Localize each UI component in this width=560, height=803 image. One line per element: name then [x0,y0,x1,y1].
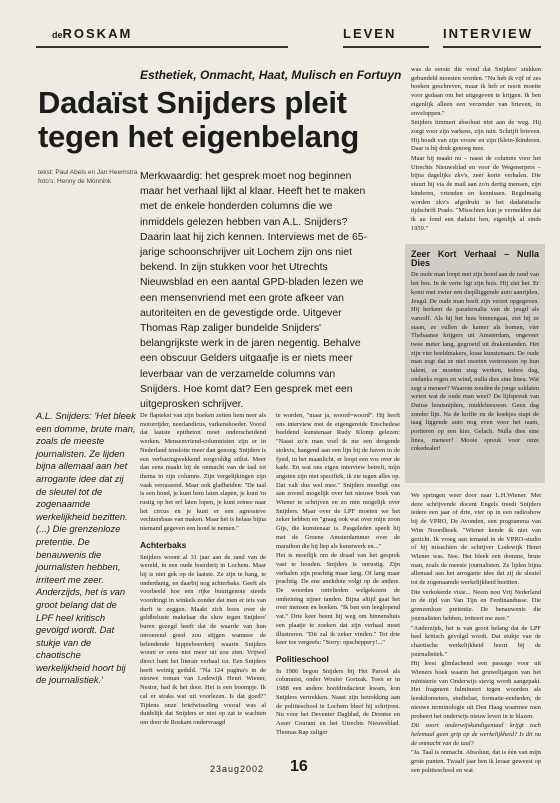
paragraph-italic-question: Dit soort onderwijskundigentaal krijgt toch helemaal geen grip op de werkelijkheid? Is dit nu de onmacht van de taal? [411,722,541,747]
body-column-1 [140,412,266,729]
masthead-brand [52,26,252,41]
paragraph: Het is moeilijk om de draad van het gesprek vast te houden. Snijders is onrustig. Zijn verhalen zijn prachtig maar lang. Of lang maar prachtig. De ene anekdote volgt op de andere. De woorden ontvlieden welgekozen de omheining zijner tanden. Bijna altijd gaat het over mensen en boeken. "Ik ben een leeglopend vat." Drie keer beent hij weg om binnenshuis een plaatje te zoeken dat zijn verhaal moet illustreren. "Dit zal ik zeker vinden." Tot drie keer toe vergeefs: "Sorry: opscheppery!..." [276,552,400,647]
paragraph: Snijders woont al 31 jaar aan de rand van de wereld, in een oude boerderij in Lochem. Maar hij is niet gek op de laatste. Ze zijn te bang, te onderdanig, en daarbij nog achterbaks. Geeft als voorbeeld hoe een rijke buurtgenote steeds voordringt in winkels zonder dat men er iets van durft te zeggen. Maakt zich boos over de geldbeluste makelaar die sluw tegen Snijders' buren gezegd heeft dat de waarde van hun onroerend goed zou stijgen wanneer de belendende hippieboerderij waarin Snijders woont er eens niet meer uit zou zien. Vrijwel direct bant het literair verhaal tot. Een Snijders heeft weinig geduld. "Na 124 pagina's in de nieuwe roman van Lodewijk Henri Wiener, Nestor, had ik het door. Het is een boompje. Ik cal er straks wat uit voorlezen. Is dat goed?" Tijdens onze briefwisseling vooraf was al duidelijk dat Snijders er niet op zat te wachten om door de Roskam ondervraagd [140,553,266,726]
brand-name: ROSKAM [62,26,133,41]
brand-prefix: de [52,30,63,40]
paragraph: In 1986 begon Snijders bij Het Parool als columnist, onder Wouter Gortzak. Toen er in 1988 een andere hoofdredacteur kwam, kon Snijders vertrekken. Naast zijn betrekking aan de politieschool te Lochem bleef hij schrijven. Nu voor het Deventer Dagblad, de Drentse en Asser Courant en het Utrechts Nieuwsblad. Thomas Rap zaliger [276,667,400,736]
section-label-leven: LEVEN [343,26,397,41]
paragraph: Maar hij maakt nu – naast de columns voor het Utrechts Nieuwsblad en voor de Wegenerpers – bijna dagelijks zkv's, zeer korte verhalen. Die stuurt hij via de mail aan zo'n dertig mensen, zijn kinderen, vrienden en kennissen. Regelmatig worden zkv's afgedrukt in het dadaïstische tijdschrift Prado. "Misschien kun je vermelden dat ik au fond een dadaïst ben, eigenlijk al sinds 1959." [411,155,541,232]
sidebar-box-title: Zeer Kort Verhaal – Nulla Dies [411,249,539,268]
paragraph: De flaptekst van zijn boeken zetten hem neer als motorrijder, neerlandicus, varkenshoeder. Vooral dat laatste epitheton moet onderscheidend werken. Mensenvriend-columnisten zijn er in Nederland tenslotte meer dan genoeg. Snijders is een verbazingwekkend zorgvuldig stilist. Meer dan eens maakt hij de onmacht van de taal tot thema in zijn columns. Zijn vergelijkingen zijn vaak verrassend. Maar ook gladheiden: "De taal is een hond, je kunt hem laten slapen, je kunt 'm rustig op het erf laten lopen, je kunt ermee naar het circus en je kunt er een agressieve vechtersbaas van maken. Maar het is helaas bijna niemand gegeven een hond te nemen." [140,412,266,533]
paragraph: "Anderzijds, het is van groot belang dat de LPF heel kritisch gevolgd wordt. Dat stukje van de chaotische werkelijkheid hoort bij de journalistiek." [411,624,541,658]
body-column-3-bottom [411,492,541,777]
article-kicker: Esthetiek, Onmacht, Haat, Mulisch en Fortuyn [140,68,402,82]
article-intro: Merkwaardig: het gesprek moet nog beginnen maar het verhaal lijkt al klaar. Heeft het te maken met de enkele honderden columns die we inmiddels gelezen hebben van A.L. Snijders? Daarin laat hij zich kennen. Interviews met de 65-jarige schoonschrijver uit Lochem zijn ons niet bekend. In zijn stukken voor het Utrechts Nieuwsblad en een aantal GPD-bladen lezen we een mensenvriend met een grote afkeer van autoriteiten en de gevestigde orde. Uitgever Thomas Rap zaliger bundelde Snijders' belangrijkste werk in de jaren negentig. Behalve een obscuur Gelders uitgaafje is er niets meer leverbaar van de verzamelde columns van Snijders. Hoe komt dat? Een gesprek met een uitgeprosken schrijver. [140,171,367,411]
page-number: 16 [290,758,308,775]
paragraph: Snijders timmert absoluut niet aan de weg. Hij zorgt voor zijn varkens, zijn tuin. Schrijft brieven. Hij houdt van zijn vrouw en zijn (klein-)kinderen. Daar is hij druk genoeg mee. [411,119,541,153]
article-headline: Dadaïst Snijders pleit tegen het eigenbelang [38,85,359,154]
credit-text: tekst: Paul Abels en Jan Heemstra [38,169,138,176]
paragraph: Die verkokerde visie... Neem nou Vrij Nederland in de tijd van Van Tijn en Ferdinandusse. Die grenzenloze pretentie. De benauwenis die journalisten hebben, irriteert me zeer." [411,588,541,622]
pull-quote: A.L. Snijders: 'Het bleek een domme, brute man, zoals de meeste journalisten. Ze lijden bijna allemaal aan het arrogante idee dat zij de sleutel tot de zogenaamde werkelijkheid bezitten. (...) Die grenzenloze pretentie. De benauwenis die journalisten hebben, irriteert me zeer. Anderzijds, het is van groot belang dat de LPF heel kritisch gevolgd wordt. Dat stukje van de chaotische werkelijkheid hoort bij de journalistiek.' [36,410,136,686]
paragraph: We springen weer door naar L.H.Wiener. Met deze schrijvende docent Engels treedt Snijders iedere een jaar of drie, vier op in een radioshow bij de VPRO, De Avonden, een programma van Wim Noordhoek. "Wiener kende ik niet van gezicht. Ik vroeg aan iemand in de VPRO-studio of hij misschien de schrijver Lodewijk Henri Wiener was. Nee. Het bleek een domme, brute man, zoals de meeste journalisten. Ze lijden bijna allemaal aan het arrogante idee dat zij de sleutel tot de zogenaamde werkelijkheid bezitten. [411,492,541,587]
subheading-achterbaks: Achterbaks [140,539,187,550]
subheading-politieschool: Politieschool [276,653,329,664]
paragraph: "Ja. Taal is onmacht. Absoluut, dat is één van mijn grote punten. Twaalf jaar ben ik leraar geweest op een politieschool en wat [411,749,541,774]
header-rule-right [443,46,541,48]
header-rule-mid [343,46,429,48]
header-rule-left [36,46,288,48]
sidebar-box-body: De oude man loopt met zijn hond aan de rand van het bos. In de verte ligt zijn huis. Hij ziet het. Er komt met zwier een dieplliggende auto aanrijden, Jeugd. De oude man heeft zijn verzet opgegeven. Hij herkent de parafernalia van de jeugd als vanzelf. Als hij het huis binnengaat, ziet hij ze staan, ze vullen de kamer als bomen, vier Thebaanse krijgers uit Amsterdam, ongeveer twee meter lang, gegroeid uit drakentanden. Het zijn vier beeldmakers, losse kunstenaars. De oude man zegt dat ze niet moeten vertrouwen op hun talent, ze moeten stug werken, iedere dag, ondanks regen en wind, nulla dies sine linea. Wat zegt u meneer? Waarom zouden de jonge soldaten weten wat de oude man weet? De lijfspreuk van Duitse houtsnijders, middeleeuwen. Geen dag zonder lijn. Na de koffie en de koekjes stapt de taag liggende auto nog even voor het raam, portieren op een kier. Gelach. Nulla dies sine linea, meneer? Mooie spreuk voor onze cokedealer! [411,271,540,453]
paragraph: Hij leest glimlachend een passage voor uit Wieners boek waarin het gruwelijargon van het ministerie van Onderwijs stevig wordt aangepakt. Het fragment fulmineert tegen woorden als leeskilometers, studielast, formatie-eenheden, de nieuwe terminologie uit Den Haag waarmee men probeert het onderwijs nieuw leven in te blazen. [411,660,541,720]
paragraph: was de eerste die vond dat Snijders' stukken gebundeld moesten worden. "Nu heb ik vijf of zes boeken geschreven, maar ik heb er nooit moeite voor gedaan om het uitgegeven te krijgen. Ik ben eigenlijk alleen een verzender van brieven, in enveloppen." [411,66,541,117]
sidebar-box-zkv [405,244,545,483]
section-label-interview: INTERVIEW [443,26,533,41]
article-credits [38,168,138,186]
body-column-2 [276,412,400,738]
paragraph: te worden, "maar ja, woord=woord". Hij heeft ons interview met de eigengereide Enschedese beeldend kunstenaar Rudy Klomp gelezen: "Naast zo'n man voel ik me een drogende stokvis, hangend aan een lijn bij de haven in de fjord, in het maanlicht, er loopt een vos over de kade. En wat ons eigen interview betreft, mijn angsten zijn niet specifiek, ik zie tegen alles op. Dat valt dus wel mee." Snijders moedigt ons aan zoveel mogelijk over het nieuwe boek van Wiener te schrijven en zo min mogelijk over Snijders. Maar over de LPF moeten we het zeker hebben en "graag ook wat over mijn zoon Gijs, die kunstenaar is. Pasgeleden speelt hij met de Groene Amsterdammer over de marathon die hij liep als kunstwerk en..." [276,412,400,550]
credit-photo: foto's: Henny de Mönnink [38,178,112,185]
body-column-3-top [411,66,541,234]
footer-date: 23aug2002 [210,764,265,774]
